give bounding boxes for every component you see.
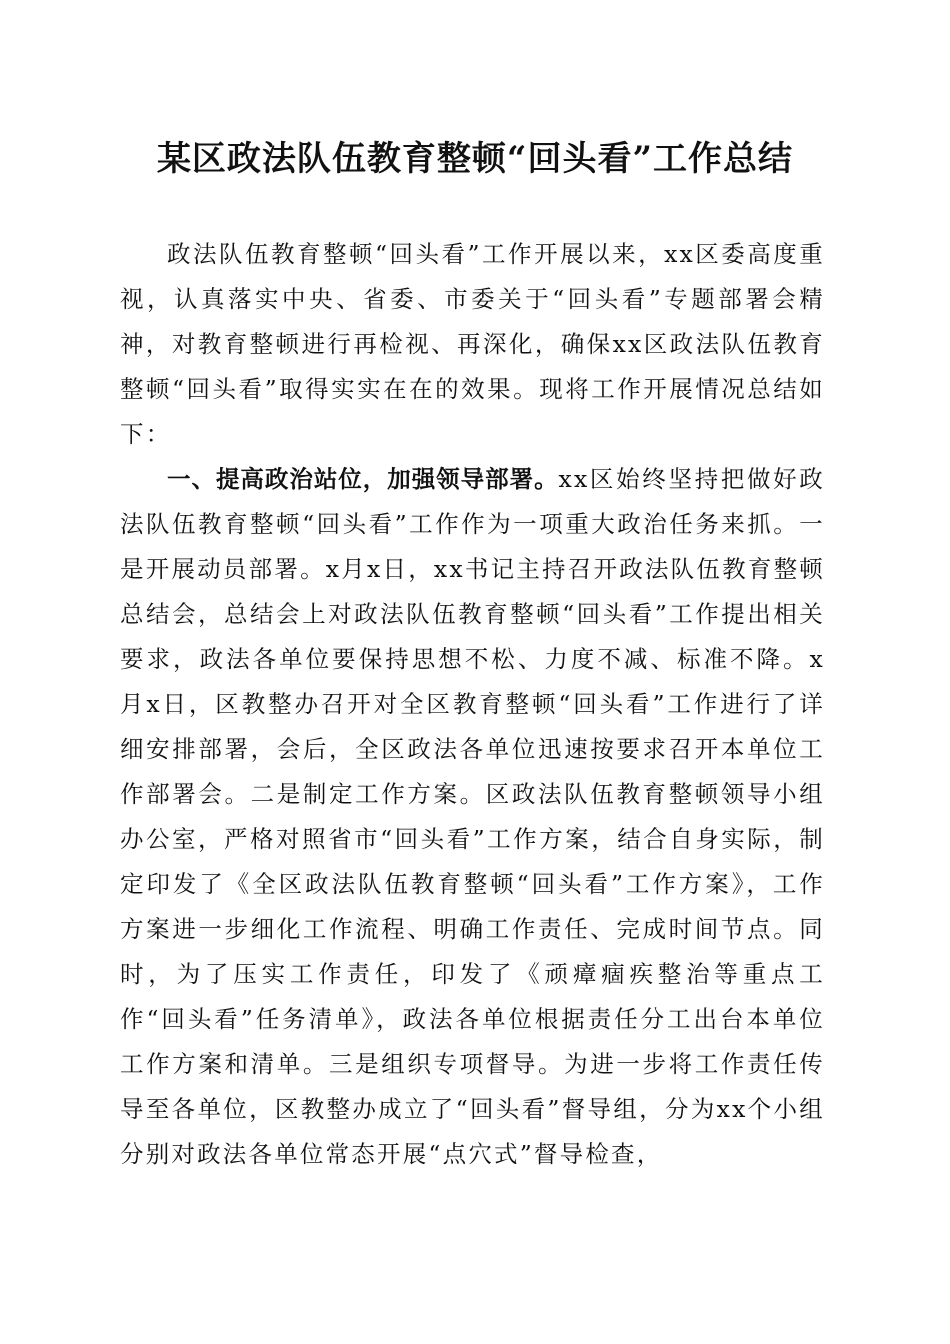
intro-paragraph: 政法队伍教育整顿“回头看”工作开展以来，xx区委高度重视，认真落实中央、省委、市委关于“回头看”专题部署会精神，对教育整顿进行再检视、再深化，确保xx区政法队伍教育整顿“回头看”取得实实在在的效果。现将工作开展情况总结如下： [120, 240, 825, 448]
section-1-body: xx区始终坚持把做好政法队伍教育整顿“回头看”工作作为一项重大政治任务来抓。一是开展动员部署。x月x日，xx书记主持召开政法队伍教育整顿总结会，总结会上对政法队伍教育整顿“回头看”工作提出相关要求，政法各单位要保持思想不松、力度不减、标准不降。x月x日，区教整办召开对全区教育整顿“回头看”工作进行了详细安排部署，会后，全区政法各单位迅速按要求召开本单位工作部署会。二是制定工作方案。区政法队伍教育整顿领导小组办公室，严格对照省市“回头看”工作方案，结合自身实际，制定印发了《全区政法队伍教育整顿“回头看”工作方案》，工作方案进一步细化工作流程、明确工作责任、完成时间节点。同时，为了压实工作责任，印发了《顽瘴痼疾整治等重点工作“回头看”任务清单》，政法各单位根据责任分工出台本单位工作方案和清单。三是组织专项督导。为进一步将工作责任传导至各单位，区教整办成立了“回头看”督导组，分为xx个小组分别对政法各单位常态开展“点穴式”督导检查， [120, 465, 825, 1168]
section-1-heading: 一、提高政治站位，加强领导部署。 [167, 465, 559, 493]
document-title: 某区政法队伍教育整顿“回头看”工作总结 [156, 139, 794, 179]
document-body [120, 232, 825, 1177]
section-1-paragraph [120, 457, 825, 1177]
